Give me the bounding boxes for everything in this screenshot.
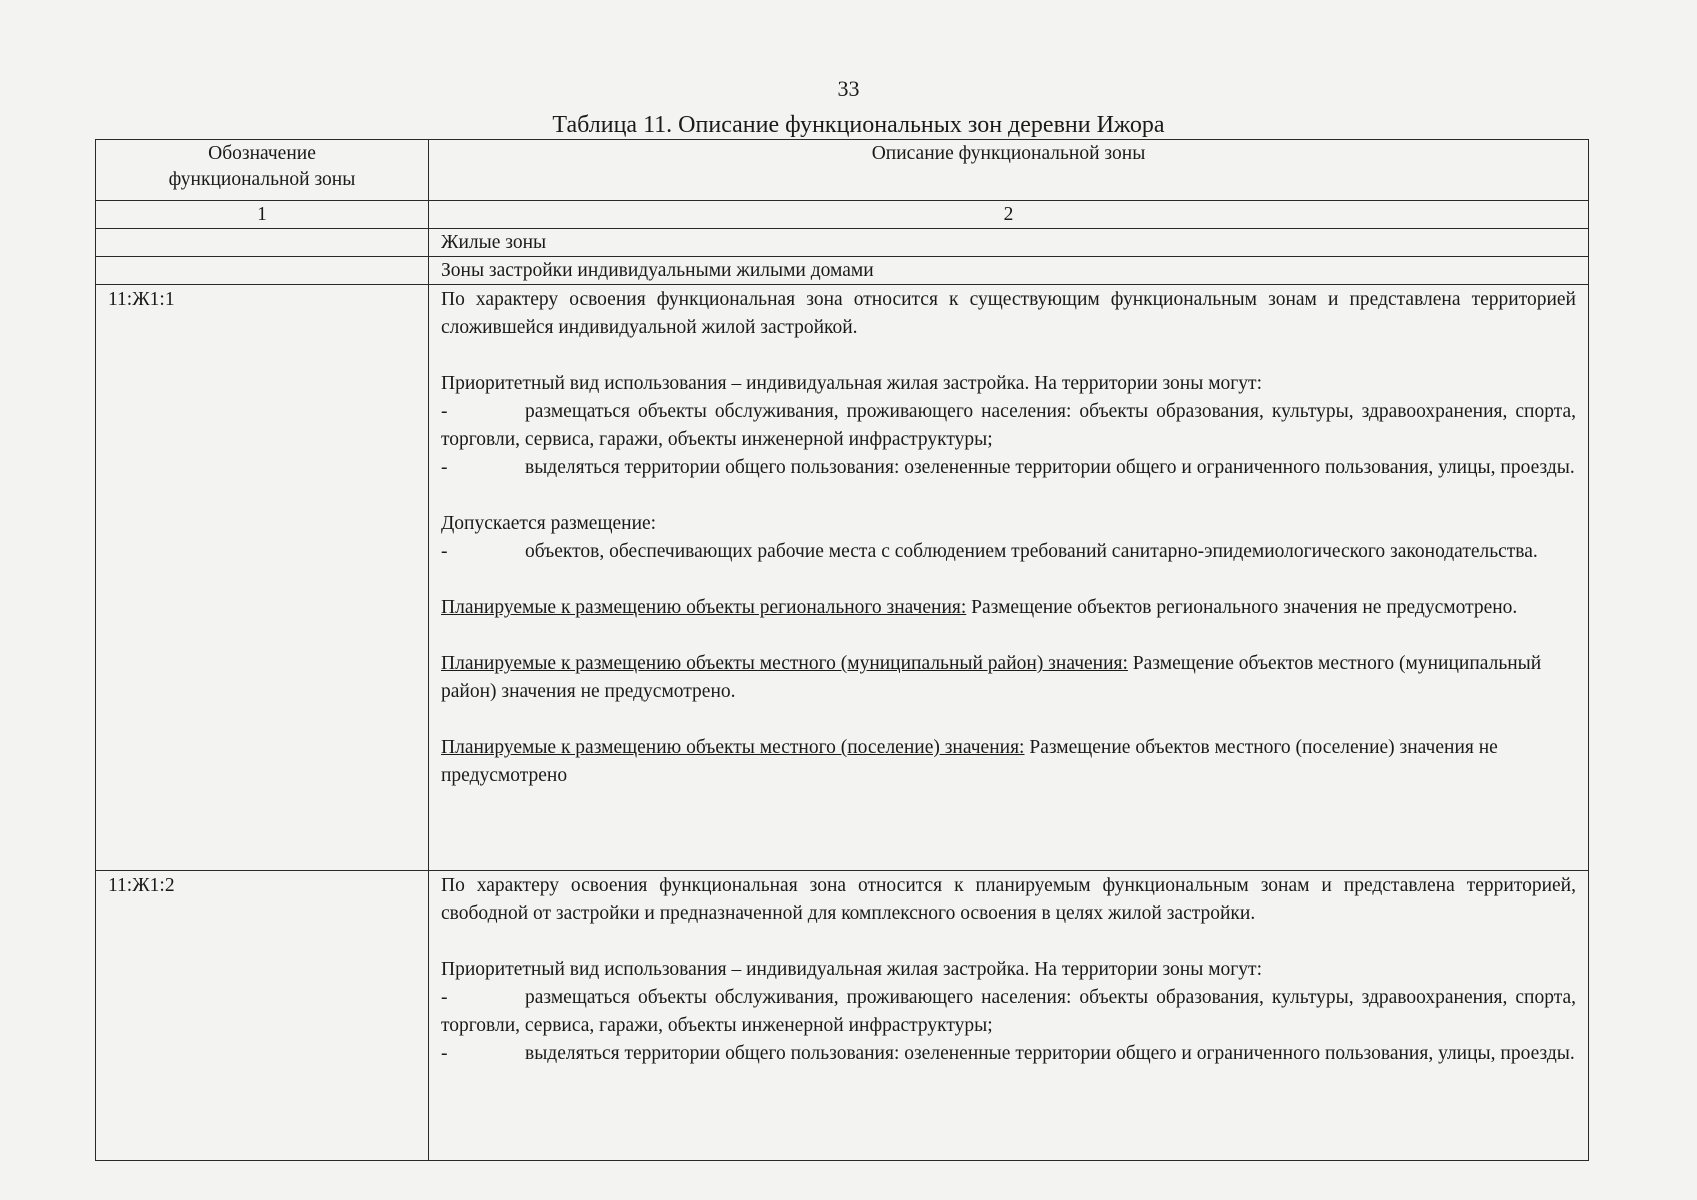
planned-settlement: [441, 734, 1576, 790]
header-row: [96, 140, 1589, 201]
planned-text: Размещение объектов регионального значения не предусмотрено.: [966, 597, 1518, 618]
planned-label: Планируемые к размещению объекты регионального значения:: [441, 597, 967, 618]
zone-description: [429, 285, 1589, 871]
zones-table: [95, 139, 1589, 1161]
header-col2: Описание функциональной зоны: [429, 140, 1589, 201]
planned-text: Размещение объектов местного (муниципальный район) значения не предусмотрено.: [441, 653, 1542, 702]
list-item: [441, 454, 1576, 482]
empty-cell: [96, 257, 429, 285]
planned-label: Планируемые к размещению объекты местного (муниципальный район) значения:: [441, 653, 1128, 674]
empty-cell: [96, 229, 429, 257]
list-item-text: размещаться объекты обслуживания, проживающего населения: объекты образования, культуры, здравоохранения, спорта, торговли, сервиса, гаражи, объекты инженерной инфраструктуры;: [441, 401, 1576, 450]
list-item-text: объектов, обеспечивающих рабочие места с соблюдением требований санитарно-эпидемиологического законодательства.: [525, 541, 1538, 562]
planned-label: Планируемые к размещению объекты местного (поселение) значения:: [441, 737, 1025, 758]
planned-regional: [441, 594, 1576, 622]
group-label-residential: Жилые зоны: [429, 229, 1589, 257]
dash-mark: -: [441, 1043, 448, 1064]
allowed-block: [441, 510, 1576, 566]
table-row: [96, 285, 1589, 871]
table-caption: Таблица 11. Описание функциональных зон деревни Ижора: [552, 112, 1165, 138]
dash-mark: -: [441, 541, 448, 562]
column-number-2: 2: [429, 201, 1589, 229]
list-item: [441, 984, 1576, 1040]
allowed-title: Допускается размещение:: [441, 513, 657, 534]
priority-block: [441, 370, 1576, 482]
page-number: 33: [837, 76, 860, 101]
planned-municipal-district: [441, 650, 1576, 706]
dash-mark: -: [441, 401, 448, 422]
table-row: [96, 871, 1589, 1161]
priority-text: Приоритетный вид использования – индивидуальная жилая застройка. На территории зоны могут:: [441, 959, 1262, 980]
dash-mark: -: [441, 987, 448, 1008]
list-item: [441, 1040, 1576, 1068]
list-item-text: выделяться территории общего пользования: озелененные территории общего и ограниченного пользования, улицы, проезды.: [525, 457, 1575, 478]
group-row-individual-housing: [96, 257, 1589, 285]
column-number-1: 1: [96, 201, 429, 229]
zone-code: 11:Ж1:1: [96, 285, 429, 871]
list-item: [441, 538, 1576, 566]
priority-block: [441, 956, 1576, 1068]
list-item-text: выделяться территории общего пользования: озелененные территории общего и ограниченного пользования, улицы, проезды.: [525, 1043, 1575, 1064]
zone-intro: По характеру освоения функциональная зона относится к планируемым функциональным зонам и представлена территорией, свободной от застройки и предназначенной для комплексного освоения в целях жилой застройки.: [441, 875, 1576, 924]
dash-mark: -: [441, 457, 448, 478]
group-row-residential: [96, 229, 1589, 257]
zone-intro: По характеру освоения функциональная зона относится к существующим функциональным зонам и представлена территорией сложившейся индивидуальной жилой застройкой.: [441, 289, 1576, 338]
priority-text: Приоритетный вид использования – индивидуальная жилая застройка. На территории зоны могут:: [441, 373, 1262, 394]
zone-code: 11:Ж1:2: [96, 871, 429, 1161]
group-label-individual-housing: Зоны застройки индивидуальными жилыми домами: [429, 257, 1589, 285]
zone-description: [429, 871, 1589, 1161]
list-item: [441, 398, 1576, 454]
list-item-text: размещаться объекты обслуживания, проживающего населения: объекты образования, культуры, здравоохранения, спорта, торговли, сервиса, гаражи, объекты инженерной инфраструктуры;: [441, 987, 1576, 1036]
header-col1: Обозначение функциональной зоны: [96, 140, 429, 201]
column-number-row: [96, 201, 1589, 229]
planned-text: Размещение объектов местного (поселение) значения не предусмотрено: [441, 737, 1498, 786]
